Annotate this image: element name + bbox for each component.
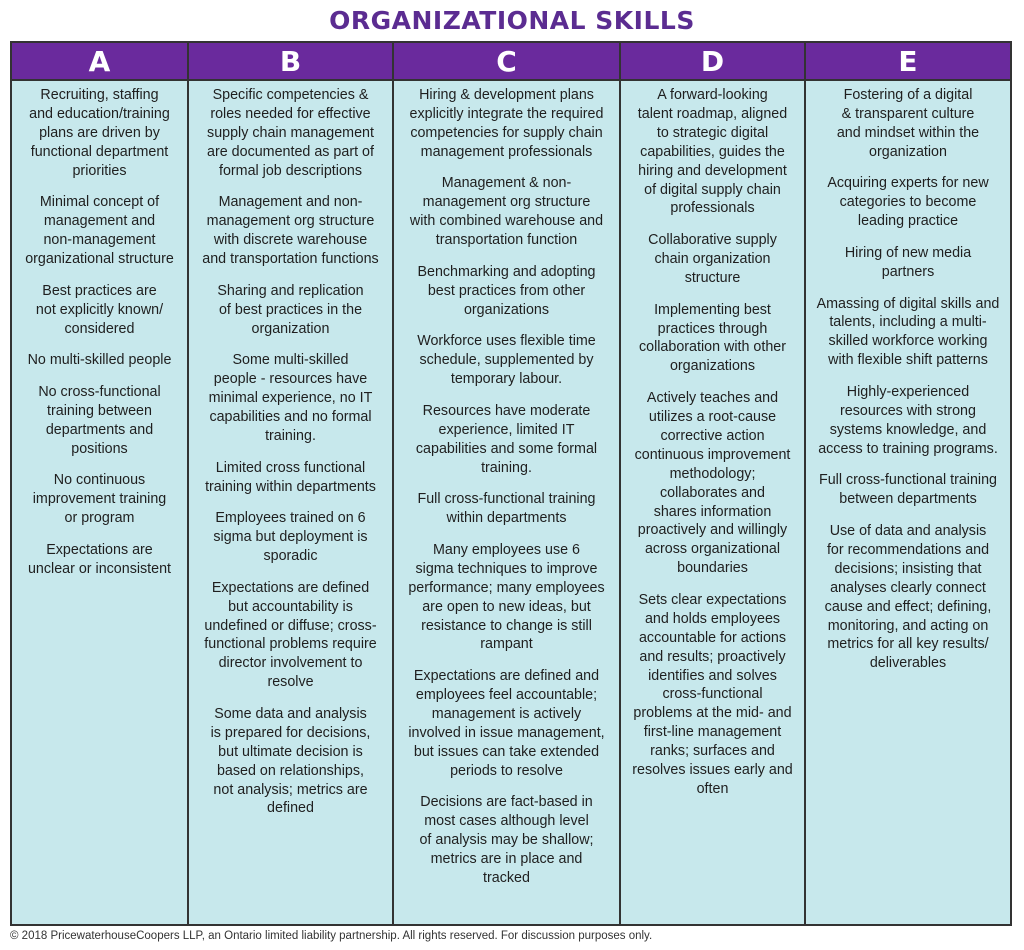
- skill-item: Benchmarking and adopting best practices from other organizations: [417, 263, 596, 318]
- skill-item: Hiring of new media partners: [844, 244, 972, 280]
- column-c: [394, 43, 621, 924]
- skill-item: Expectations are unclear or inconsistent: [27, 541, 172, 577]
- column-body-a: [12, 81, 187, 924]
- skill-item: No multi-skilled people: [27, 352, 172, 369]
- skill-item: Sharing and replication of best practices in the organization: [217, 282, 364, 337]
- skill-item: Expectations are defined but accountability is undefined or diffuse; cross- functional problems require director involvement to resolve: [204, 579, 377, 691]
- skill-item: Acquiring experts for new categories to become leading practice: [827, 175, 989, 230]
- skill-item: Some multi-skilled people - resources have minimal experience, no IT capabilities and no formal training.: [208, 352, 373, 444]
- skill-item: Some data and analysis is prepared for decisions, but ultimate decision is based on relationships, not analysis; metrics are defined: [210, 705, 371, 817]
- skill-item: Collaborative supply chain organization structure: [648, 232, 777, 286]
- column-header-e: E: [806, 43, 1010, 81]
- skill-item: Sets clear expectations and holds employees accountable for actions and results; proactively identifies and solves cross-functional problems at the mid- and first-line management ranks; surfaces and resolves issues early and often: [632, 591, 793, 797]
- skill-item: No cross-functional training between departments and positions: [38, 383, 161, 457]
- skill-item: Highly-experienced resources with strong systems knowledge, and access to training programs.: [818, 383, 998, 457]
- skill-item: Decisions are fact-based in most cases although level of analysis may be shallow; metrics are in place and tracked: [419, 794, 594, 886]
- column-header-b: B: [189, 43, 392, 81]
- skill-item: Implementing best practices through collaboration with other organizations: [638, 301, 787, 375]
- copyright-footer: © 2018 PricewaterhouseCoopers LLP, an Ontario limited liability partnership. All rights reserved. For discussion purposes only.: [10, 930, 653, 942]
- skill-item: Limited cross functional training within departments: [205, 459, 376, 495]
- column-d: [621, 43, 806, 924]
- skill-item: Minimal concept of management and non-management organizational structure: [25, 194, 174, 268]
- skill-item: Fostering of a digital & transparent culture and mindset within the organization: [836, 87, 980, 160]
- skill-item: Resources have moderate experience, limited IT capabilities and some formal training.: [415, 402, 598, 476]
- column-a: [12, 43, 189, 924]
- column-header-a: A: [12, 43, 187, 81]
- column-body-c: [394, 81, 619, 924]
- skill-item: Management and non- management org structure with discrete warehouse and transportation functions: [202, 194, 379, 268]
- column-b: [189, 43, 394, 924]
- column-e: [806, 43, 1010, 924]
- skill-item: Expectations are defined and employees feel accountable; management is actively involved in issue management, but issues can take extended periods to resolve: [408, 668, 605, 779]
- skill-item: No continuous improvement training or program: [32, 472, 167, 527]
- skill-item: A forward-looking talent roadmap, aligned to strategic digital capabilities, guides the hiring and development of digital supply chain professionals: [637, 87, 788, 217]
- column-body-e: [806, 81, 1010, 924]
- skill-item: Amassing of digital skills and talents, including a multi- skilled workforce working with flexible shift patterns: [816, 295, 1000, 369]
- skill-item: Workforce uses flexible time schedule, supplemented by temporary labour.: [417, 333, 596, 388]
- skill-item: Full cross-functional training between departments: [819, 472, 997, 508]
- skill-item: Use of data and analysis for recommendations and decisions; insisting that analyses clearly connect cause and effect; defining, monitoring, and acting on metrics for all key results/ deliverables: [824, 523, 992, 672]
- column-header-c: C: [394, 43, 619, 81]
- skills-grid: [10, 41, 1012, 926]
- column-header-d: D: [621, 43, 804, 81]
- skill-item: Actively teaches and utilizes a root-cause corrective action continuous improvement methodology; collaborates and shares information proactively and willingly across organizational boundaries: [634, 390, 791, 577]
- page-title: ORGANIZATIONAL SKILLS: [329, 6, 695, 35]
- skill-item: Specific competencies & roles needed for effective supply chain management are documented as part of formal job descriptions: [207, 87, 374, 179]
- skill-item: Employees trained on 6 sigma but deployment is sporadic: [213, 510, 368, 565]
- skill-item: Recruiting, staffing and education/training plans are driven by functional department priorities: [29, 87, 170, 179]
- column-body-d: [621, 81, 804, 924]
- skill-item: Best practices are not explicitly known/ considered: [35, 282, 164, 337]
- skill-item: Full cross-functional training within departments: [417, 491, 596, 527]
- skill-item: Management & non- management org structure with combined warehouse and transportation function: [409, 175, 604, 249]
- skill-item: Hiring & development plans explicitly integrate the required competencies for supply chain management professionals: [409, 87, 604, 160]
- column-body-b: [189, 81, 392, 924]
- skill-item: Many employees use 6 sigma techniques to improve performance; many employees are open to new ideas, but resistance to change is still rampant: [408, 541, 605, 653]
